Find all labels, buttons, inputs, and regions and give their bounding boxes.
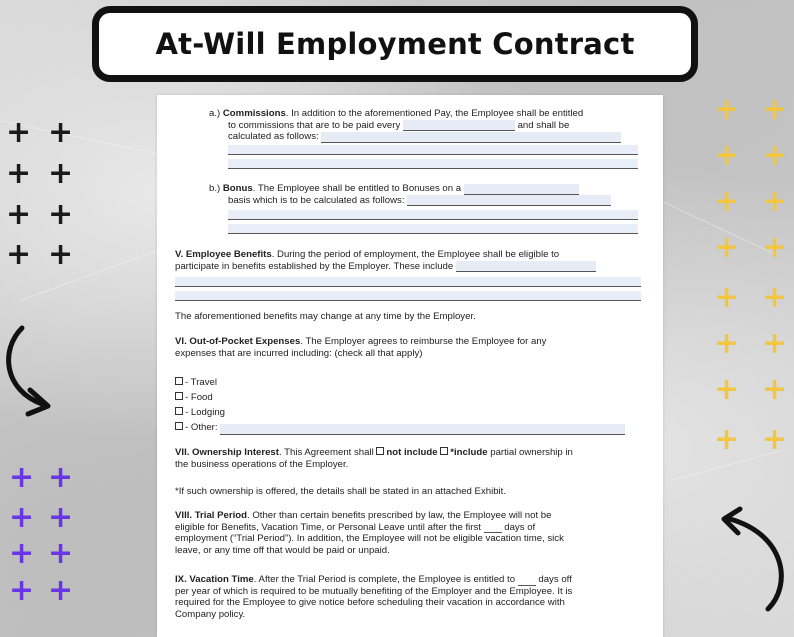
vacation-text: required for the Employee to give notice before scheduling their vacation in accordance with [175, 597, 565, 608]
ownership-text: the business operations of the Employer. [175, 458, 349, 470]
commissions-clause [209, 108, 649, 143]
plus-icon: + [9, 500, 35, 535]
plus-icon: + [714, 326, 740, 361]
vacation-text: . After the Trial Period is complete, the Employee is entitled to [253, 574, 516, 585]
plus-icon: + [762, 138, 788, 173]
trial-section [175, 510, 645, 556]
plus-icon: + [762, 92, 788, 127]
benefits-heading: V. Employee Benefits [175, 249, 272, 260]
plus-icon: + [9, 536, 35, 571]
trial-text: days of [504, 521, 536, 533]
plus-icon: + [762, 326, 788, 361]
ownership-text: partial ownership in [490, 447, 573, 458]
plus-icon: + [6, 156, 32, 191]
plus-icon: + [48, 197, 74, 232]
vacation-section [175, 574, 645, 620]
plus-icon: + [762, 280, 788, 315]
commissions-text: and shall be [517, 119, 570, 131]
title-banner [92, 6, 698, 82]
plus-icon: + [714, 422, 740, 457]
expense-option-travel[interactable] [175, 375, 645, 390]
checkbox[interactable] [175, 392, 183, 400]
plus-icon: + [9, 460, 35, 495]
trial-text: eligible for Benefits, Vacation Time, or Personal Leave until after the first [175, 521, 481, 533]
vacation-days-field[interactable] [518, 575, 536, 586]
checkbox-include[interactable] [440, 447, 448, 455]
bonus-calc-line[interactable] [228, 224, 638, 234]
ownership-heading: VII. Ownership Interest [175, 447, 279, 458]
curved-arrow-down-icon [0, 320, 70, 420]
option-label: - Lodging [185, 407, 226, 418]
plus-icon: + [48, 156, 74, 191]
commissions-text: calculated as follows: [228, 131, 319, 142]
plus-icon: + [714, 92, 740, 127]
plus-icon: + [48, 573, 74, 608]
expenses-text: . The Employer agrees to reimburse the Employee for any [300, 336, 547, 347]
checkbox[interactable] [175, 377, 183, 385]
plus-icon: + [48, 237, 74, 272]
other-expense-field[interactable] [220, 424, 625, 435]
clause-label: b.) [209, 183, 221, 194]
expenses-heading: VI. Out-of-Pocket Expenses [175, 336, 301, 347]
expenses-section [175, 336, 645, 359]
option-label: - Other: [185, 422, 218, 433]
clause-label: a.) [209, 108, 221, 119]
vacation-text: per year of which is required to be mutually benefiting of the Employer and the Employee. It is [175, 585, 573, 597]
commission-period-field[interactable] [403, 120, 515, 131]
expense-option-food[interactable] [175, 390, 645, 405]
page-title: At-Will Employment Contract [155, 27, 635, 61]
option-label: - Travel [185, 377, 217, 388]
trial-text: employment (“Trial Period”). In addition, the Employee will not be eligible vacation time, sick [175, 533, 564, 544]
trial-days-field[interactable] [484, 522, 502, 533]
paper-crease [20, 249, 161, 301]
ownership-section [175, 447, 645, 470]
vacation-text: days off [538, 574, 572, 585]
option-label: - Food [185, 392, 213, 403]
bonus-frequency-field[interactable] [464, 184, 579, 195]
plus-icon: + [714, 138, 740, 173]
expense-option-lodging[interactable] [175, 405, 645, 420]
trial-text: . Other than certain benefits prescribed by law, the Employee will not be [246, 510, 552, 521]
checkbox[interactable] [175, 407, 183, 415]
curved-arrow-up-icon [712, 505, 792, 615]
commission-calc-line[interactable] [228, 159, 638, 169]
plus-icon: + [762, 422, 788, 457]
plus-icon: + [6, 115, 32, 150]
commission-calc-line[interactable] [228, 145, 638, 155]
option-not-include: not include [386, 447, 438, 458]
plus-icon: + [48, 115, 74, 150]
bonus-text: . The Employee shall be entitled to Bonuses on a [252, 183, 462, 194]
bonus-calc-line[interactable] [228, 210, 638, 220]
benefits-line[interactable] [175, 291, 641, 301]
bonus-text: basis which is to be calculated as follows: [228, 194, 405, 206]
plus-icon: + [48, 536, 74, 571]
plus-icon: + [714, 280, 740, 315]
plus-icon: + [762, 230, 788, 265]
ownership-text: . This Agreement shall [278, 447, 374, 458]
expenses-options [175, 375, 645, 435]
benefits-section [175, 249, 645, 272]
plus-icon: + [762, 372, 788, 407]
commissions-text: . In addition to the aforementioned Pay, the Employee shall be entitled [285, 108, 584, 119]
option-include: *include [450, 447, 488, 458]
benefits-field[interactable] [456, 261, 596, 272]
plus-icon: + [762, 184, 788, 219]
checkbox[interactable] [175, 422, 183, 430]
benefits-text: . During the period of employment, the Employee shall be eligible to [271, 249, 560, 260]
document-page [157, 95, 663, 637]
benefits-note: The aforementioned benefits may change at any time by the Employer. [175, 311, 476, 322]
plus-icon: + [9, 573, 35, 608]
expense-option-other[interactable] [175, 420, 645, 435]
commission-calc-field[interactable] [321, 132, 621, 143]
plus-icon: + [48, 500, 74, 535]
bonus-calc-field[interactable] [407, 195, 611, 206]
expenses-text: expenses that are incurred including: (check all that apply) [175, 347, 423, 359]
vacation-text: Company policy. [175, 608, 246, 620]
commissions-heading: Commissions [222, 108, 286, 119]
plus-icon: + [714, 372, 740, 407]
trial-heading: VIII. Trial Period [175, 510, 247, 521]
commissions-text: to commissions that are to be paid every [228, 119, 401, 131]
trial-text: leave, or any time off that would be paid or unpaid. [175, 544, 390, 556]
checkbox-not-include[interactable] [376, 447, 384, 455]
bonus-heading: Bonus [222, 183, 253, 194]
benefits-line[interactable] [175, 277, 641, 287]
plus-icon: + [714, 184, 740, 219]
ownership-note: *If such ownership is offered, the details shall be stated in an attached Exhibit. [175, 486, 507, 497]
benefits-text: participate in benefits established by the Employer. These include [175, 260, 454, 272]
plus-icon: + [48, 460, 74, 495]
plus-icon: + [6, 237, 32, 272]
vacation-heading: IX. Vacation Time [175, 574, 254, 585]
plus-icon: + [6, 197, 32, 232]
bonus-clause [209, 183, 649, 206]
plus-icon: + [714, 230, 740, 265]
